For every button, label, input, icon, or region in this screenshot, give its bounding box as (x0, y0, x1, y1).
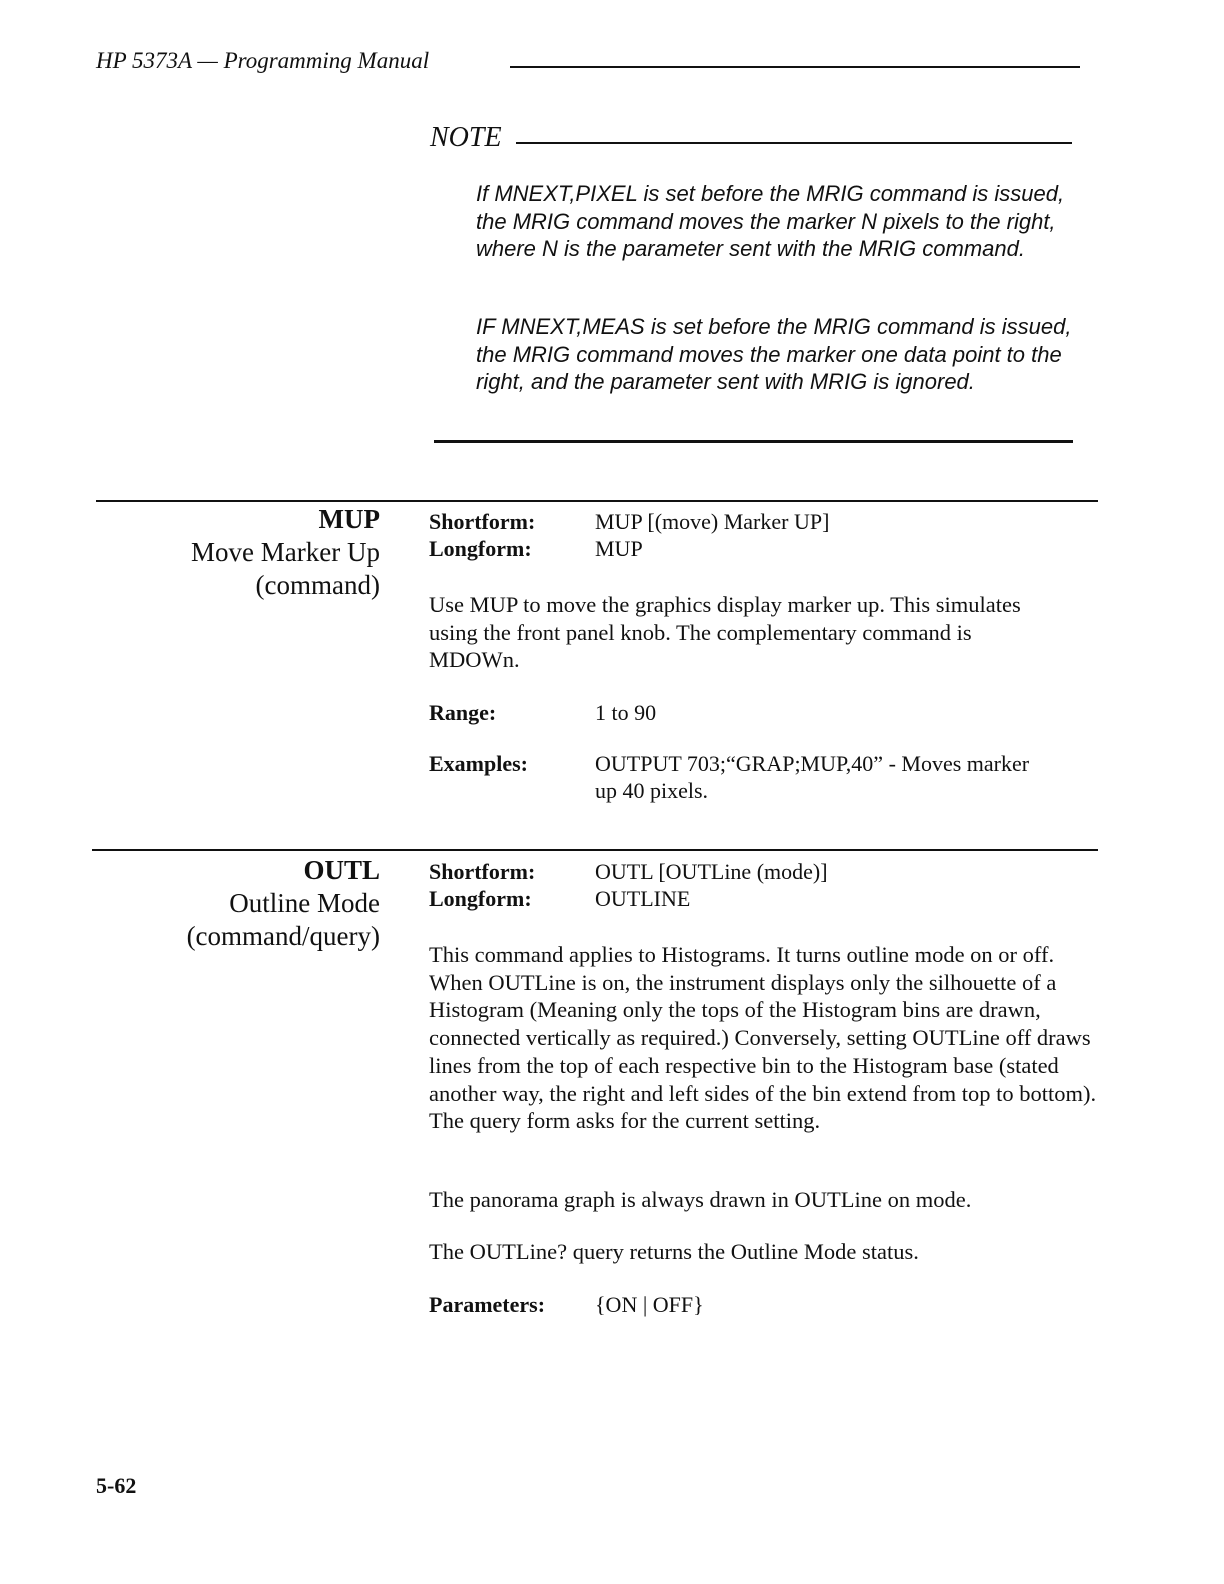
manual-title: HP 5373A — Programming Manual (96, 48, 430, 73)
outl-longform-label: Longform: (429, 886, 532, 911)
outl-command-name: OUTL (303, 855, 380, 885)
page-number: 5-62 (96, 1473, 137, 1498)
mup-description: Use MUP to move the graphics display marker up. This simulates using the front panel knob. The complementary command is MDOWn. (429, 592, 1021, 673)
note-paragraph-2: IF MNEXT,MEAS is set before the MRIG command is issued, the MRIG command moves the marker one data point to the right, and the parameter sent with MRIG is ignored. (476, 314, 1072, 394)
outl-kind: (command/query) (186, 921, 380, 951)
mup-subtitle: Move Marker Up (191, 537, 380, 567)
outl-longform-value: OUTLINE (595, 886, 691, 911)
note-paragraph-1: If MNEXT,PIXEL is set before the MRIG command is issued, the MRIG command moves the marker N pixels to the right, where N is the parameter sent with the MRIG command. (476, 181, 1065, 261)
outl-panorama-text: The panorama graph is always drawn in OUTLine on mode. (429, 1187, 972, 1212)
note-bottom-rule (434, 440, 1073, 443)
outl-parameters-value: {ON | OFF} (595, 1292, 704, 1317)
outl-subtitle: Outline Mode (229, 888, 380, 918)
mup-shortform-value: MUP [(move) Marker UP] (595, 509, 830, 534)
mup-shortform-label: Shortform: (429, 509, 536, 534)
outl-title-block (187, 854, 380, 953)
header-rule (510, 66, 1080, 68)
outl-shortform-label: Shortform: (429, 859, 536, 884)
mup-kind: (command) (255, 570, 380, 600)
note-label: NOTE (430, 122, 502, 153)
mup-title-block (191, 503, 380, 602)
outl-description: This command applies to Histograms. It turns outline mode on or off. When OUTLine is on, the instrument displays only the silhouette of a Histogram (Meaning only the tops of the Histogram bins are drawn, connected vertically as required.) Conversely, setting OUTLine off draws lines from the top of each respective bin to the Histogram base (stated another way, the right and left sides of the bin extend from top to bottom). The query form asks for the current setting. (429, 942, 1097, 1134)
mup-range-value: 1 to 90 (595, 700, 657, 725)
mup-examples-label: Examples: (429, 751, 528, 776)
outl-parameters-label: Parameters: (429, 1292, 546, 1317)
note-top-rule (516, 142, 1072, 144)
mup-examples-value: OUTPUT 703;“GRAP;MUP,40” - Moves marker up 40 pixels. (595, 751, 1030, 803)
mup-range-label: Range: (429, 700, 497, 725)
mup-longform-value: MUP (595, 536, 643, 561)
mup-command-name: MUP (318, 504, 380, 534)
outl-query-text: The OUTLine? query returns the Outline Mode status. (429, 1239, 919, 1264)
outl-shortform-value: OUTL [OUTLine (mode)] (595, 859, 828, 884)
outl-section-rule (92, 849, 1098, 851)
mup-section-rule (96, 500, 1098, 502)
mup-longform-label: Longform: (429, 536, 532, 561)
